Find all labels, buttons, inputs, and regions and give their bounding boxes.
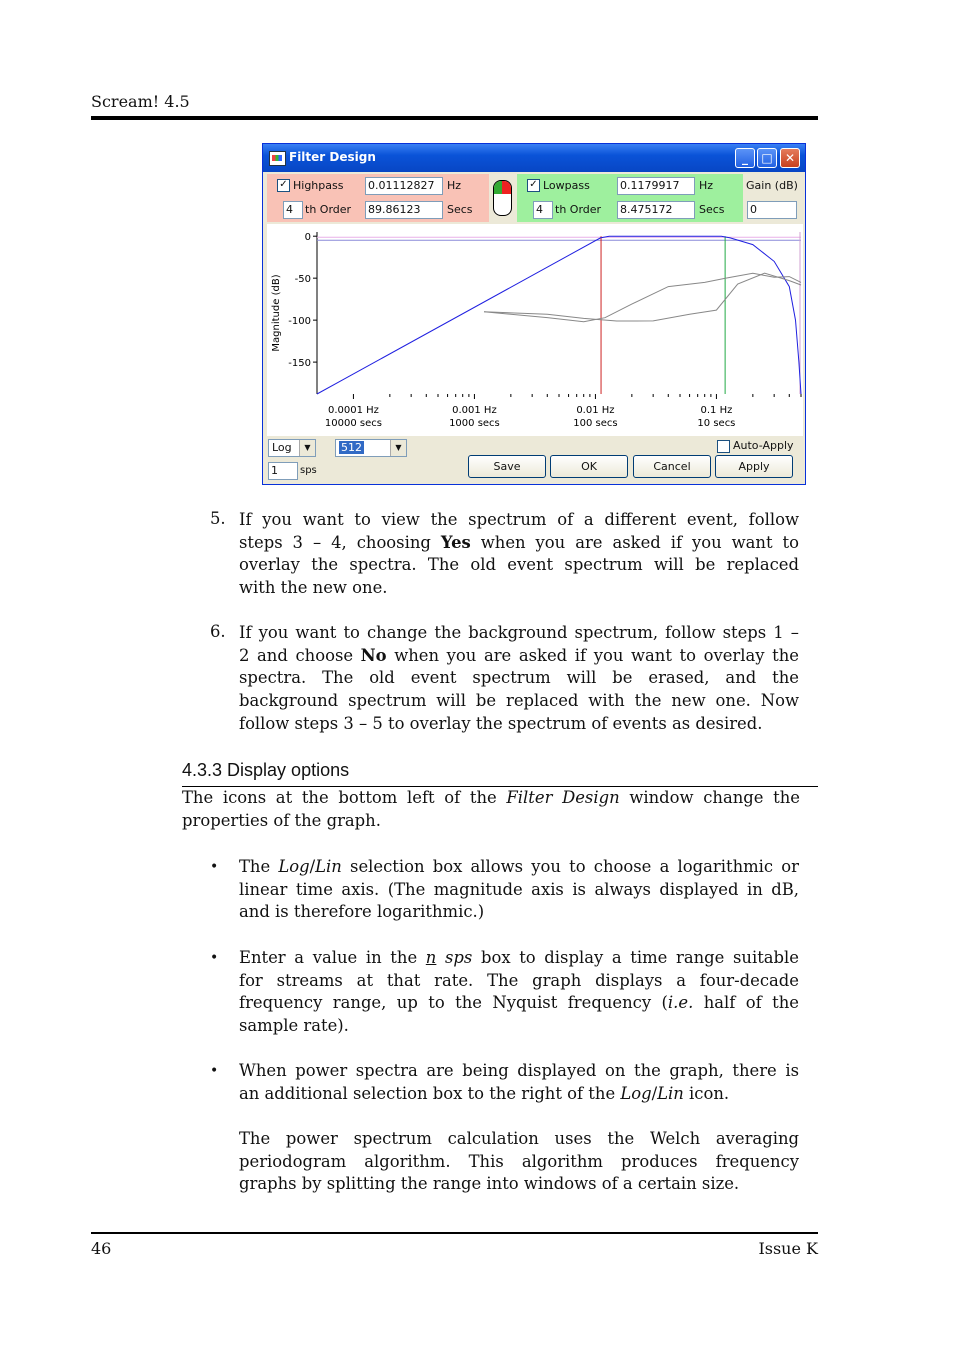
lowpass-label: Lowpass (543, 179, 590, 192)
spectrum-line (484, 273, 801, 321)
highpass-label: Highpass (293, 179, 344, 192)
bullet-dot: • (210, 950, 219, 966)
bottom-controls (267, 436, 803, 482)
text-line: linear time axis. (The magnitude axis is always displayed in dB, (239, 879, 799, 899)
chart-svg (267, 224, 803, 436)
highpass-order-label: th Order (305, 203, 352, 216)
window-size-value: 512 (341, 441, 362, 454)
lowpass-hz-unit: Hz (699, 179, 714, 192)
x-tick-label-hz: 0.1 Hz (700, 405, 733, 416)
window-size-select[interactable] (335, 439, 407, 457)
lowpass-order-field[interactable]: 4 (533, 201, 553, 219)
text-line: If you want to view the spectrum of a different event, follow (239, 510, 799, 529)
auto-apply-checkbox[interactable] (717, 440, 730, 453)
text-line: and is therefore logarithmic.) (239, 902, 485, 922)
bullet3-text (239, 1060, 799, 1105)
cancel-button[interactable]: Cancel (633, 455, 711, 478)
text-line: The power spectrum calculation uses the Welch averaging (239, 1129, 799, 1148)
bullet2-text (239, 947, 799, 1038)
window-title: Filter Design (289, 150, 376, 164)
magnitude-plot (267, 224, 803, 436)
welch-paragraph (239, 1128, 799, 1196)
sps-label: sps (300, 465, 317, 476)
x-tick-label-secs: 100 secs (573, 418, 618, 429)
x-tick-label-secs: 10000 secs (324, 418, 382, 429)
x-tick-label-secs: 10 secs (697, 418, 736, 429)
highpass-secs-field[interactable]: 89.86123 (365, 201, 443, 219)
filter-design-window (262, 143, 806, 485)
log-lin-value: Log (272, 441, 292, 454)
page-number: 46 (91, 1239, 112, 1258)
app-icon (269, 151, 286, 166)
page-header: Scream! 4.5 (91, 92, 190, 111)
lowpass-order-label: th Order (555, 203, 602, 216)
issue-label: Issue K (758, 1239, 818, 1258)
section-title: 4.3.3 Display options (182, 760, 350, 780)
item5-text (239, 509, 799, 600)
text-line: follow steps 3 – 5 to overlay the spectrum of events as desired. (239, 713, 763, 733)
bullet-dot: • (210, 859, 219, 875)
text-line: an additional selection box to the right of the Log/Lin icon. (239, 1083, 730, 1103)
text-line: overlay the spectra. The old event spectrum will be replaced (239, 555, 799, 575)
text-line: graphs by splitting the range into windows of a certain size. (239, 1174, 740, 1194)
text-line: spectra. The old event spectrum will be erased, and the (239, 668, 799, 688)
gain-label: Gain (dB) (746, 179, 798, 192)
highpass-panel (267, 174, 489, 222)
chevron-down-icon[interactable]: ▼ (390, 440, 406, 456)
text-line: background spectrum will be replaced with the new one. Now (239, 691, 799, 711)
lowpass-hz-field[interactable]: 0.1179917 (617, 177, 695, 195)
gain-panel (743, 174, 803, 222)
highpass-checkbox[interactable]: ✓ (277, 179, 290, 192)
text-line: with the new one. (239, 578, 388, 598)
text-line: steps 3 – 4, choosing Yes when you are asked if you want to (239, 532, 799, 552)
lowpass-secs-unit: Secs (699, 203, 725, 216)
item6-text (239, 622, 799, 736)
intro-text (182, 787, 800, 832)
lowpass-secs-field[interactable]: 8.475172 (617, 201, 695, 219)
text-line: Enter a value in the n sps box to display a time range suitable (239, 948, 799, 967)
y-tick-label: -150 (288, 358, 311, 370)
highpass-hz-field[interactable]: 0.01112827 (365, 177, 443, 195)
auto-apply-label: Auto-Apply (733, 439, 794, 452)
x-tick-label-hz: 0.0001 Hz (327, 405, 379, 416)
footer-rule (91, 1232, 818, 1234)
maximize-button[interactable]: □ (757, 148, 777, 168)
header-rule (91, 116, 818, 120)
text-line: sample rate). (239, 1016, 349, 1036)
highpass-hz-unit: Hz (447, 179, 462, 192)
lowpass-panel (517, 174, 743, 222)
text-line: If you want to change the background spectrum, follow steps 1 – (239, 623, 799, 642)
ok-button[interactable]: OK (550, 455, 628, 478)
gain-field[interactable]: 0 (747, 201, 797, 219)
sps-field[interactable]: 1 (268, 462, 298, 480)
item5-number: 5. (210, 509, 226, 528)
chevron-down-icon[interactable]: ▼ (299, 440, 315, 456)
minimize-button[interactable]: _ (735, 148, 755, 168)
spectrum-line (484, 273, 801, 322)
y-tick-label: -100 (288, 316, 311, 328)
text-line: frequency range, up to the Nyquist frequency (i.e. half of the (239, 993, 800, 1013)
log-lin-select[interactable] (268, 439, 316, 457)
x-tick-label-hz: 0.01 Hz (576, 405, 615, 416)
item6-number: 6. (210, 622, 226, 641)
text-line: When power spectra are being displayed on the graph, there is (239, 1061, 799, 1080)
y-axis-label: Magnitude (dB) (271, 274, 282, 352)
text-line: The Log/Lin selection box allows you to choose a logarithmic or (239, 857, 799, 876)
y-tick-label: 0 (304, 232, 311, 244)
text-line: for streams at that rate. The graph displays a four-decade (239, 970, 799, 990)
title-bar[interactable] (263, 144, 805, 172)
text-line: periodogram algorithm. This algorithm produces frequency (239, 1151, 799, 1171)
text-line: The icons at the bottom left of the Filter Design window change the (182, 788, 801, 807)
apply-button[interactable]: Apply (715, 455, 793, 478)
y-tick-label: -50 (294, 274, 311, 286)
lowpass-checkbox[interactable]: ✓ (527, 179, 540, 192)
bullet-dot: • (210, 1063, 219, 1079)
text-line: properties of the graph. (182, 810, 381, 830)
x-tick-label-hz: 0.001 Hz (452, 405, 497, 416)
save-button[interactable]: Save (468, 455, 546, 478)
text-line: 2 and choose No when you are asked if you want to overlay the (239, 645, 799, 665)
x-tick-label-secs: 1000 secs (449, 418, 500, 429)
mouse-icon[interactable] (493, 180, 512, 216)
filter-response-line (317, 236, 801, 394)
highpass-secs-unit: Secs (447, 203, 473, 216)
highpass-order-field[interactable]: 4 (283, 201, 303, 219)
close-button[interactable]: ✕ (780, 148, 800, 168)
bullet1-text (239, 856, 799, 924)
